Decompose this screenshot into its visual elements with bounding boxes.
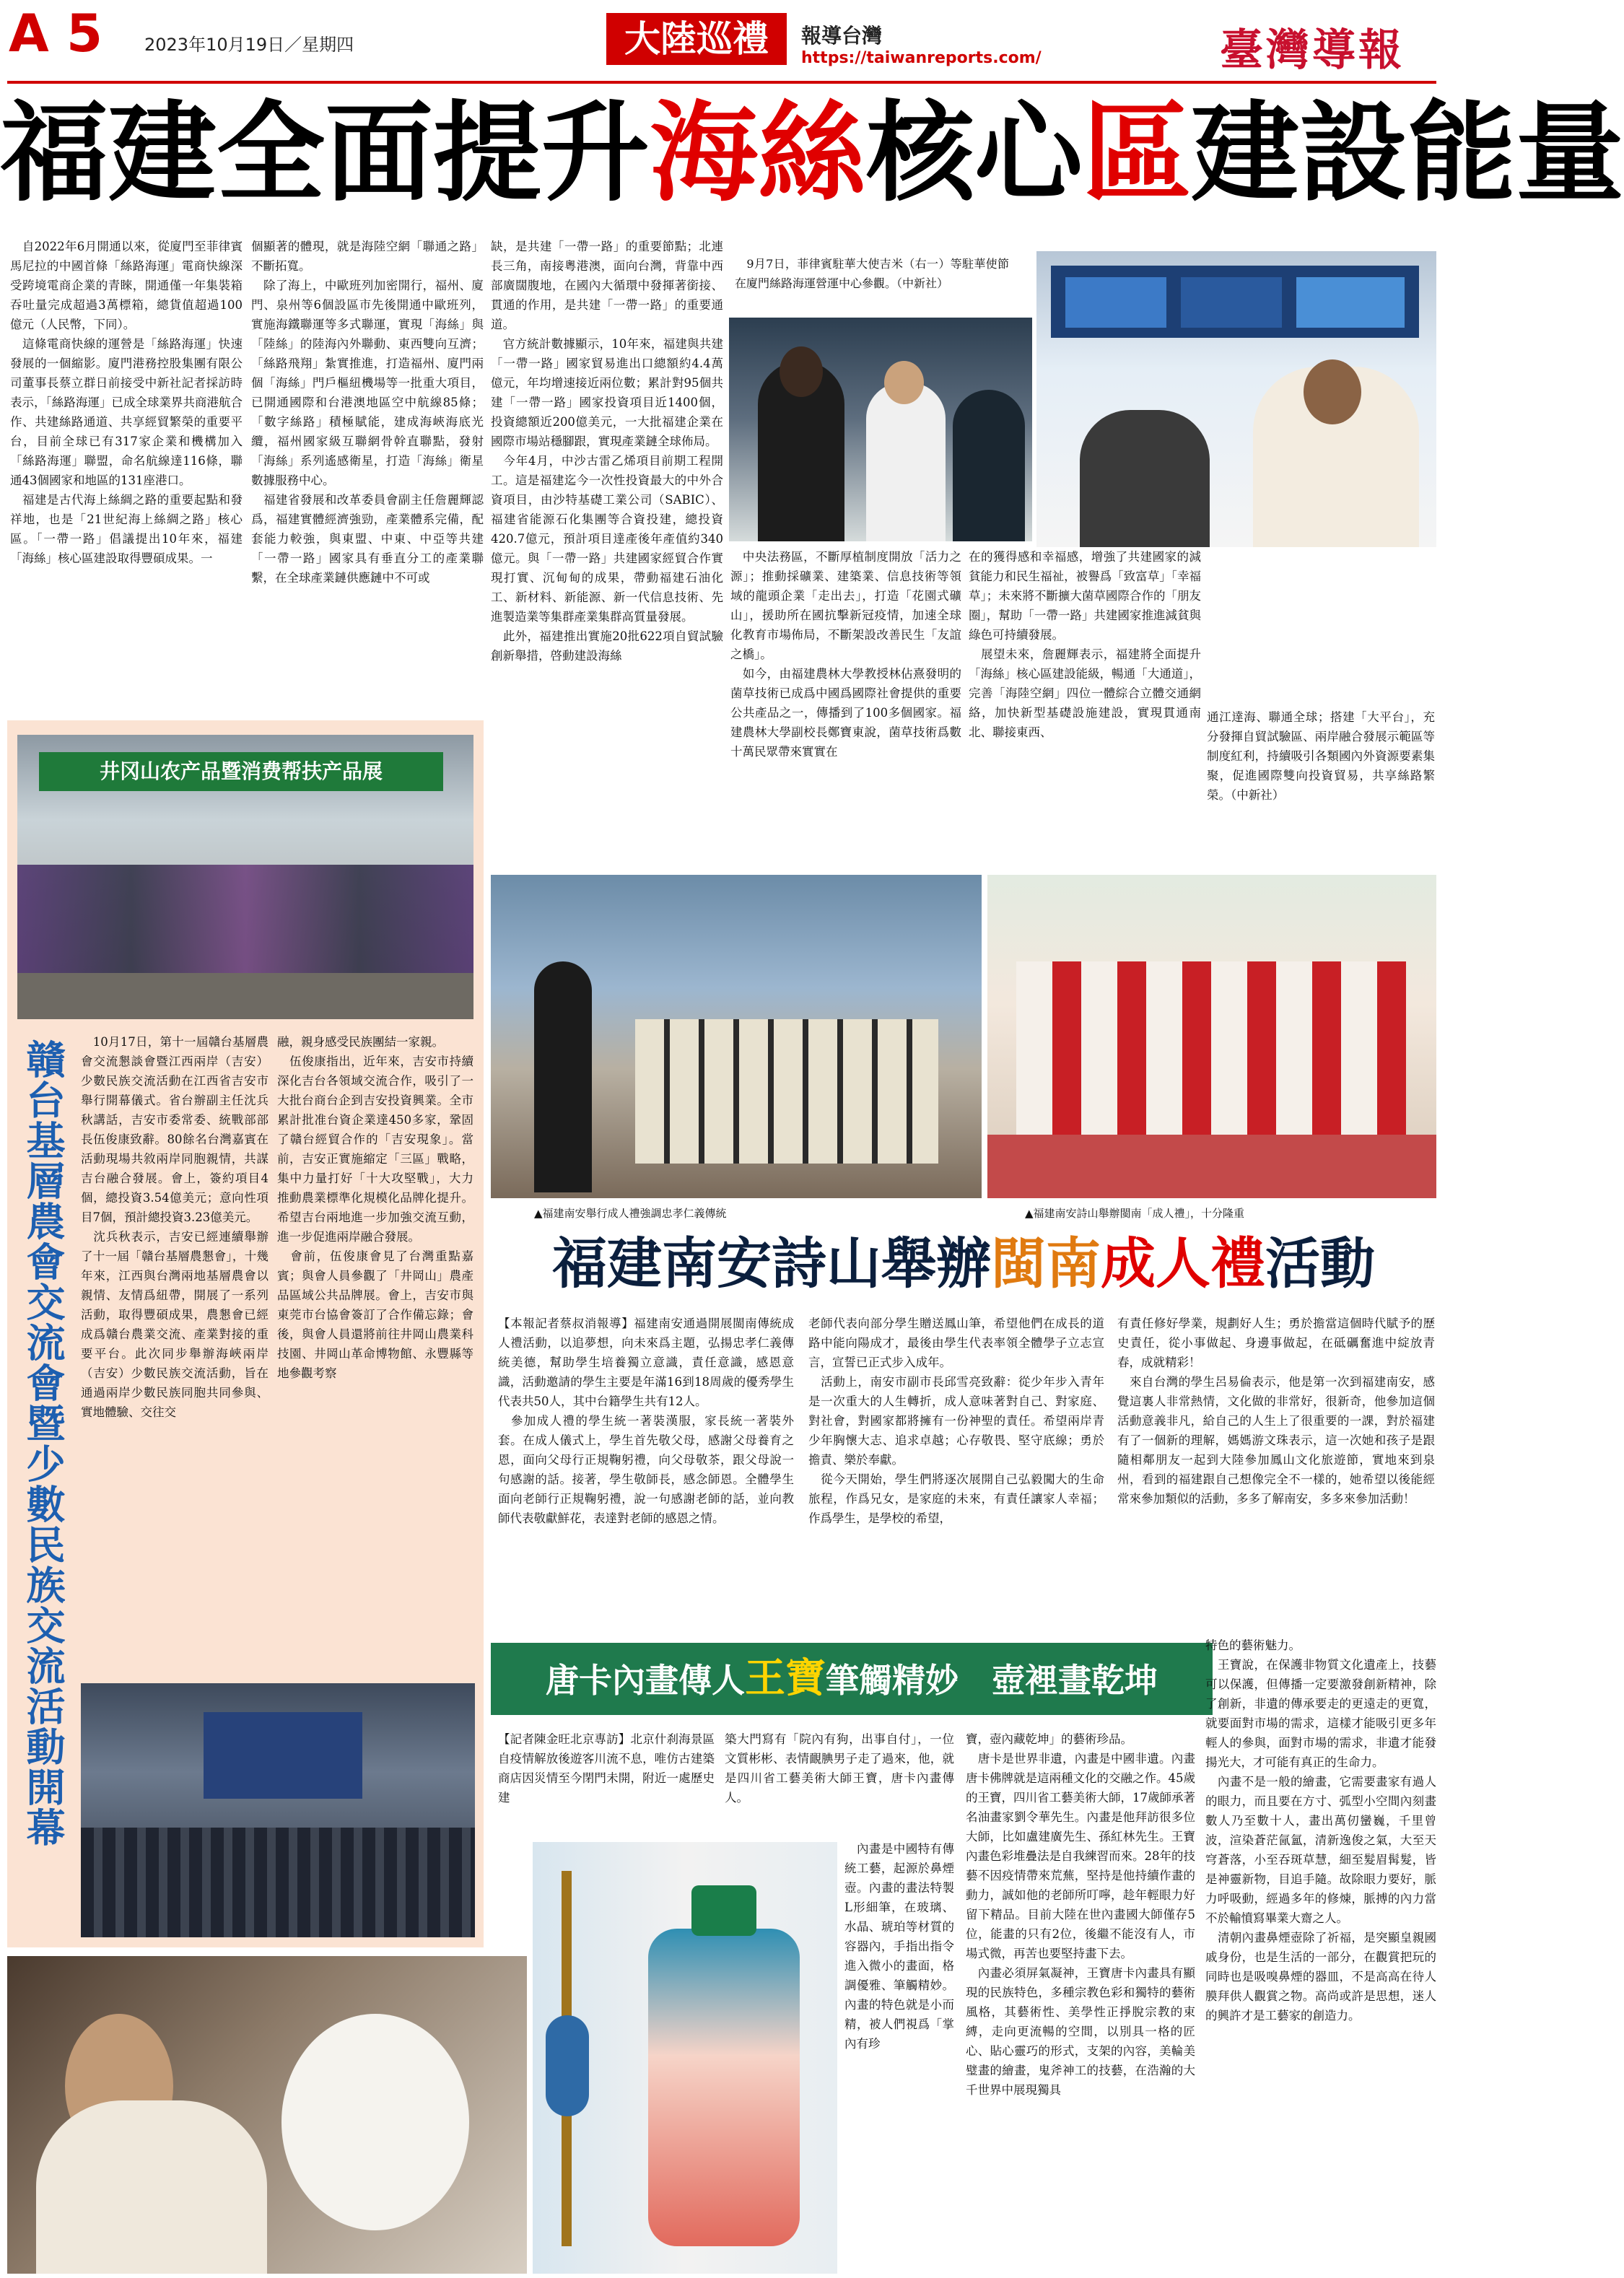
story4-title-a: 唐卡內畫傳人	[546, 1661, 745, 1700]
story3-title-c: 成人禮	[1101, 1231, 1265, 1296]
snuff-bottle-photo	[533, 1842, 837, 2274]
story4-title-c: 筆觸精妙 壺裡畫乾坤	[826, 1661, 1158, 1700]
story4-title-b: 王寶	[745, 1655, 826, 1702]
conference-hall-photo	[81, 1683, 475, 1937]
report-label: 報導台灣	[801, 24, 883, 48]
story1-photo-caption: 9月7日，菲律賓駐華大使吉米（右一）等駐華使節在廈門絲路海運營運中心參觀。（中新社）	[735, 257, 1009, 290]
page-header	[0, 0, 1444, 87]
artist-painting-photo	[7, 1956, 527, 2274]
issue-date: 2023年10月19日／星期四	[144, 35, 354, 55]
headline-part5: 建設能量	[1191, 90, 1624, 217]
story3-caption-right: ▲福建南安詩山舉辦閩南「成人禮」，十分隆重	[1025, 1207, 1245, 1220]
story4-headline	[491, 1643, 1213, 1715]
story4-col1: 【記者陳金旺北京專訪】北京什刹海景區自疫情解放後遊客川流不息，唯仿古建築商店因災情至今閉門未開，附近一處歷史建	[498, 1732, 715, 1804]
story3-col1: 【本報記者蔡叔消報導】福建南安通過開展閩南傳統成人禮活動，以追夢想，向未來爲主題，弘揚忠孝仁義傳統美德，幫助學生培養獨立意識，責任意識，感恩意識，活動邀請的學生主要是年滿16到18周歲的優秀學生代表共50人，其中台籍學生共有12人。 參加成人禮的學生統一著裝漢服，家長統一著裝外套。在成人儀式上，學生首先敬父母，感謝父母養育之恩，面向父母行正規鞠躬禮，向父母敬茶，跟父母說一句感謝的話。接著，學生敬師長，感念師恩。全體學生面向老師行正規鞠躬禮，說一句感謝老師的話，並向教師代表敬獻鮮花，表達對老師的感恩之情。	[498, 1317, 794, 1525]
story1-cont1: 中央法務區，不斷厚植制度開放「活力之源」；推動採礦業、建築業、信息技術等領域的龍頭企業「走出去」，打造「花園式礦山」，援助所在國抗擊新冠疫情，加速全球化教育市場佈局，不斷架設改善民生「友誼之橋」。 如今，由福建農林大學教授林佔熹發明的菌草技術已成爲中國爲國際社會提供的重要公共產品之一，傳播到了100多個國家。福建農林大學副校長鄭寶東說，菌草技術爲數十萬民眾帶來實實在	[730, 550, 961, 759]
story4-col2b: 內畫是中國特有傳統工藝，起源於鼻煙壺。內畫的畫法特製L形細筆，在玻璃、水晶、琥珀等材質的容器內，手指出指令進入微小的畫面，格調優雅、筆觸精妙。內畫的特色就是小而精，被人們視爲「掌內有珍	[844, 1842, 954, 2051]
story3-title-b: 閩南	[991, 1231, 1101, 1296]
story1-col3: 缺，是共建「一帶一路」的重要節點；北連長三角，南接粵港澳，面向台灣，背靠中西部廣闊腹地，在國內大循環中發揮著銜接、貫通的作用，是共建「一帶一路」的重要通道。 官方統計數據顯示，10年來，福建與共建「一帶一路」國家貿易進出口總額約4.4萬億元，年均增速接近兩位數；累計對95個共建「一帶一路」國家投資項目近1400個，投資總額近200億美元，一大批福建企業在國際市場站穩腳跟，實現產業鏈全球佈局。 今年4月，中沙古雷乙烯項目前期工程開工。這是福建迄今一次性投資最大的中外合資項目，由沙特基礎工業公司（SABIC）、福建省能源石化集團等合資投建，總投資420.7億元，預計項目達產後年產值約340億元。與「一帶一路」共建國家經貿合作實現打實、沉甸甸的成果，帶動福建石油化工、新材料、新能源、新一代信息技術、先進製造業等集群產業集群高質量發展。 此外，福建推出實施20批622項自貿試驗創新舉措，啓動建設海絲	[491, 240, 723, 663]
headline-part4: 區	[1083, 90, 1192, 217]
story1-col1: 自2022年6月開通以來，從廈門至菲律賓馬尼拉的中國首條「絲路海運」電商快線深受跨境電商企業的青睞，開通僅一年集裝箱吞吐量完成超過3萬標箱，總貨值超過100億元（人民幣，下同）。 這條電商快線的運營是「絲路海運」快速發展的一個縮影。廈門港務控股集團有限公司董事長蔡立群日前接受中新社記者採訪時表示，「絲路海運」已成全球業界共商港航合作、共建絲路通道、共享經貿繁榮的重要平台，目前全球已有317家企業和機構加入「絲路海運」聯盟，命名航線達116條，聯通43個國家和地區的131座港口。 福建是古代海上絲綢之路的重要起點和發祥地，也是「21世紀海上絲綢之路」核心區。「一帶一路」倡議提出10年來，福建「海絲」核心區建設取得豐碩成果。一	[10, 240, 243, 565]
farmers-expo-photo	[17, 735, 473, 1019]
headline-part3: 核心	[866, 90, 1083, 217]
coming-of-age-photo-right	[987, 875, 1436, 1198]
headline-part1: 福建全面提升	[0, 90, 650, 217]
story1-cont2: 在的獲得感和幸福感，增強了共建國家的減貧能力和民生福祉，被譽爲「致富草」「幸福草」；未來將不斷擴大菌草國際合作的「朋友圈」，幫助「一帶一路」共建國家推進減貧與綠色可持續發展。 展望未來，詹麗輝表示，福建將全面提升「海絲」核心區建設能級，暢通「大通道」，完善「海陸空網」四位一體綜合立體交通網絡，加快新型基礎設施建設，實現貫通南北、聯接東西、	[969, 550, 1201, 739]
coming-of-age-photo-left	[491, 875, 982, 1198]
section-tab: 大陸巡禮	[606, 13, 787, 65]
story2-col2: 融，親身感受民族團結一家親。 伍俊康指出，近年來，吉安市持續深化吉台各領域交流合作，吸引了一大批台商台企到吉安投資興業。全市累計批准台資企業達450多家，鞏固了贛台經貿合作的「吉安現象」。當前，吉安正實施縮定「三區」戰略，集中力量打好「十大攻堅戰」，大力推動農業標準化規模化品牌化提升。希望吉台兩地進一步加強交流互動，進一步促進兩岸融合發展。 會前，伍俊康會見了台灣重點嘉賓；與會人員參觀了「井岡山」農產品區域公共品牌展。會上，吉安市與東莞市台協會簽訂了合作備忘錄；會後，與會人員還將前往井岡山農業科技園、井岡山革命博物館、永豐縣等地參觀考察	[277, 1035, 473, 1380]
page-number: 5	[66, 3, 103, 64]
story2-vertical-title: 贛台基層農會交流會暨少數民族交流活動開幕	[20, 1039, 66, 1848]
story4-col3: 寶，壺內藏乾坤」的藝術珍品。 唐卡是世界非遺，內畫是中國非遺。內畫唐卡佛牌就是這兩種文化的交融之作。45歲的王寶，四川省工藝美術大師，17歲師承著名油畫家劉令華先生。內畫是他拜訪很多位大師，比如盧建廣先生、孫紅林先生。王寶內畫色彩堆疊法是自我練習而來。28年的技藝不因疫情帶來荒蕪，堅持是他持續作畫的動力，誠如他的老師所叮嚀，趁年輕眼力好留下精品。目前大陸在世內畫國大師僅存5位，能畫的只有2位，後繼不能沒有人，市場式微，再苦也要堅持畫下去。 內畫必須屏氣凝神，王寶唐卡內畫具有顯現的民族特色，多種宗教色彩和獨特的藝術風格，其藝術性、美學性正掙脫宗教的束縛，走向更流暢的空間，以別具一格的匠心、貼心靈巧的形式，支架的內容，美輪美璧畫的繪畫，鬼斧神工的技藝，在浩瀚的大千世界中展現獨具	[966, 1732, 1195, 2097]
story3-col2: 老師代表向部分學生贈送鳳山筆，希望他們在成長的道路中能向陽成才，最後由學生代表率領全體學子立志宣言，宣誓已正式步入成年。 活動上，南安市副市長邱雪亮致辭：從少年步入青年是一次重大的人生轉折，成人意味著對自己、對家庭、對社會，對國家都將擁有一份神聖的責任。希望兩岸青少年胸懷大志、追求卓越；心存敬畏、堅守底線；勇於擔責、樂於奉獻。 從今天開始，學生們將逐次展開自己弘毅闖大的生命旅程，作爲兄女，是家庭的未來，有責任讓家人幸福；作爲學生，是學校的希望，	[808, 1317, 1104, 1525]
diplomats-photo	[729, 318, 1032, 541]
story3-caption-left: ▲福建南安舉行成人禮強調忠孝仁義傳統	[534, 1207, 727, 1220]
control-room-photo	[1036, 251, 1436, 547]
story4-col4: 特色的藝術魅力。 王寶說，在保護非物質文化遺產上，技藝可以保護，但傳播一定要激發創新精神，除了創新，非遺的傳承要走的更遠走的更寬，就要面對市場的需求，這樣才能吸引更多年輕人的參與，面對市場的需求，非遺才能發揚光大，才可能有真正的生命力。 內畫不是一般的繪畫，它需要畫家有過人的眼力，而且要在方寸、弧型小空間內刻畫數人乃至數十人，畫出萬仞蠻巍，千里曾波，渲染蒼茫氤氳，清新逸俊之氣，大至天穹蒼落，小至吞斑草慧，細至髮眉髯髮，皆是神靈新物，目追手隨。故除眼力要好，脈力呼吸動，經過多年的修煉，脈搏的內力當不於輸憤寫畢業大齋之人。 清朝內畫鼻煙壺除了祈福，是突顯皇親國戚身份，也是生活的一部分，在觀賞把玩的同時也是吸嗅鼻煙的器皿，不是高高在待人膜拜供人觀賞之物。高尚或許是思想，迷人的興許才是工藝家的創造力。	[1205, 1638, 1436, 2022]
headline-part2: 海絲	[650, 90, 867, 217]
story3-title-a: 福建南安詩山舉辦	[552, 1231, 991, 1296]
story3-title-d: 活動	[1265, 1231, 1375, 1296]
story4-col2: 築大門寫有「院內有狗，出事自付」，一位文質彬彬、表情靦腆男子走了過來，他，就是四川省工藝美術大師王寶，唐卡內畫傳人。	[725, 1732, 954, 1804]
expo-banner: 井冈山农产品暨消费帮扶产品展	[39, 752, 443, 791]
main-headline	[0, 88, 1624, 218]
masthead-logo: 臺灣導報	[1220, 25, 1405, 76]
story1-cont3: 通江達海、聯通全球；搭建「大平台」，充分發揮自貿試驗區、兩岸融合發展示範區等制度紅利，持續吸引各類國內外資源要素集聚，促進國際雙向投資貿易，共享絲路繁榮。（中新社）	[1207, 710, 1435, 802]
story1-col2: 個顯著的體現，就是海陸空網「聯通之路」不斷拓寬。 除了海上，中歐班列加密開行，福州、廈門、泉州等6個設區市先後開通中歐班列，實施海鐵聯運等多式聯運，實現「海絲」與「陸絲」的陸海內外聯動、東西雙向互濟；「絲路飛翔」紮實推進，打造福州、廈門兩個「海絲」門戶樞紐機場等一批重大項目，已開通國際和台港澳地區空中航線85條；「數字絲路」積極賦能，建成海峽海底光纜，福州國家級互聯網骨幹直聯點，發射「海絲」系列遙感衛星，打造「海絲」衛星數據服務中心。 福建省發展和改革委員會副主任詹麗輝認爲，福建實體經濟強勁，產業體系完備，配套能力較強，與東盟、中東、中亞等共建「一帶一路」國家具有垂直分工的產業聯繫，在全球產業鏈供應鏈中不可或	[251, 240, 484, 585]
header-rule	[7, 81, 1436, 84]
site-url[interactable]: https://taiwanreports.com/	[801, 49, 1042, 67]
story3-col3: 有責任修好學業，規劃好人生；勇於擔當這個時代賦予的歷史責任，從小事做起、身邊事做起，在砥礪奮進中綻放青春，成就精彩！ 來自台灣的學生呂易倫表示，他是第一次到福建南安，感覺這裏人非常熱情，文化做的非常好，很新奇，他參加這個活動意義非凡，給自己的人生上了很重要的一課，對於福建有了一個新的理解，媽媽游文珠表示，這一次她和孩子是跟隨相鄰朋友一起到大陸參加鳳山文化旅遊節，實地來到泉州，看到的福建跟自己想像完全不一樣的，她希望以後能經常來參加類似的活動，多多了解南安，多多來參加活動！	[1117, 1317, 1435, 1506]
story2-col1: 10月17日，第十一屆贛台基層農會交流懇談會暨江西兩岸（吉安）少數民族交流活動在江西省吉安市舉行開幕儀式。省台辦副主任沈兵秋講話，吉安市委常委、統戰部部長伍俊康致辭。80餘名台灣嘉賓在活動現場共敘兩岸同胞親情，共謀吉台融合發展。會上，簽約項目4個，總投資3.54億美元；意向性項目7個，預計總投資3.23億美元。 沈兵秋表示，吉安已經連續舉辦了十一屆「贛台基層農懇會」，十幾年來，江西與台灣兩地基層農會以親情、友情爲紐帶，開展了一系列活動，取得豐碩成果，農懇會已經成爲贛台農業交流、產業對接的重要平台。此次同步舉辦海峽兩岸（吉安）少數民族交流活動，旨在通過兩岸少數民族同胞共同參與、實地體驗、交往交	[81, 1035, 269, 1419]
story3-headline	[491, 1224, 1436, 1304]
page-letter: A	[9, 3, 49, 64]
